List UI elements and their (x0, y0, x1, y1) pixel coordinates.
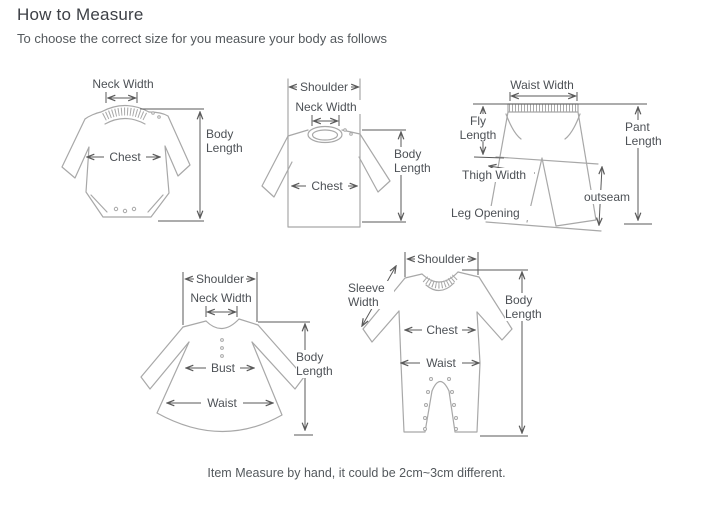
pants-outseam-label: outseam (584, 190, 636, 204)
pants-fly-length-label: Fly Length (456, 114, 500, 142)
measurement-tolerance-note: Item Measure by hand, it could be 2cm~3cm different. (207, 466, 506, 480)
pants-waist-width-label: Waist Width (504, 78, 580, 92)
pants-leg-opening-label: Leg Opening (451, 206, 533, 220)
romper-waist-label: Waist (420, 356, 462, 370)
onesie-body-length-label: Body Length (206, 127, 252, 155)
romper-shoulder-label: Shoulder (416, 252, 466, 266)
romper-sleeve-width-label: Sleeve Width (348, 281, 394, 309)
pants-thigh-width-label: Thigh Width (462, 168, 534, 182)
romper-chest-label: Chest (422, 323, 462, 337)
romper-body-length-label: Body Length (505, 293, 551, 321)
page-subtitle: To choose the correct size for you measure your body as follows (17, 31, 387, 46)
dress-waist-label: Waist (201, 396, 243, 410)
dress-figure (141, 319, 304, 432)
pants-pant-length-label: Pant Length (625, 120, 671, 148)
onesie-chest-label: Chest (104, 150, 146, 164)
romper-measurement-diagram (346, 246, 538, 445)
dress-shoulder-label: Shoulder (195, 272, 245, 286)
shirt-body-length-label: Body Length (394, 147, 440, 175)
onesie-neck-width-label: Neck Width (88, 77, 158, 91)
dress-body-length-label: Body Length (296, 350, 342, 378)
shirt-shoulder-label: Shoulder (297, 80, 351, 94)
shirt-neck-width-label: Neck Width (291, 100, 361, 114)
page-title: How to Measure (17, 5, 144, 24)
romper-dimension-lines (362, 252, 528, 436)
pants-dimension-lines (473, 90, 652, 225)
shirt-chest-label: Chest (306, 179, 348, 193)
dress-neck-width-label: Neck Width (186, 291, 256, 305)
dress-bust-label: Bust (206, 361, 240, 375)
